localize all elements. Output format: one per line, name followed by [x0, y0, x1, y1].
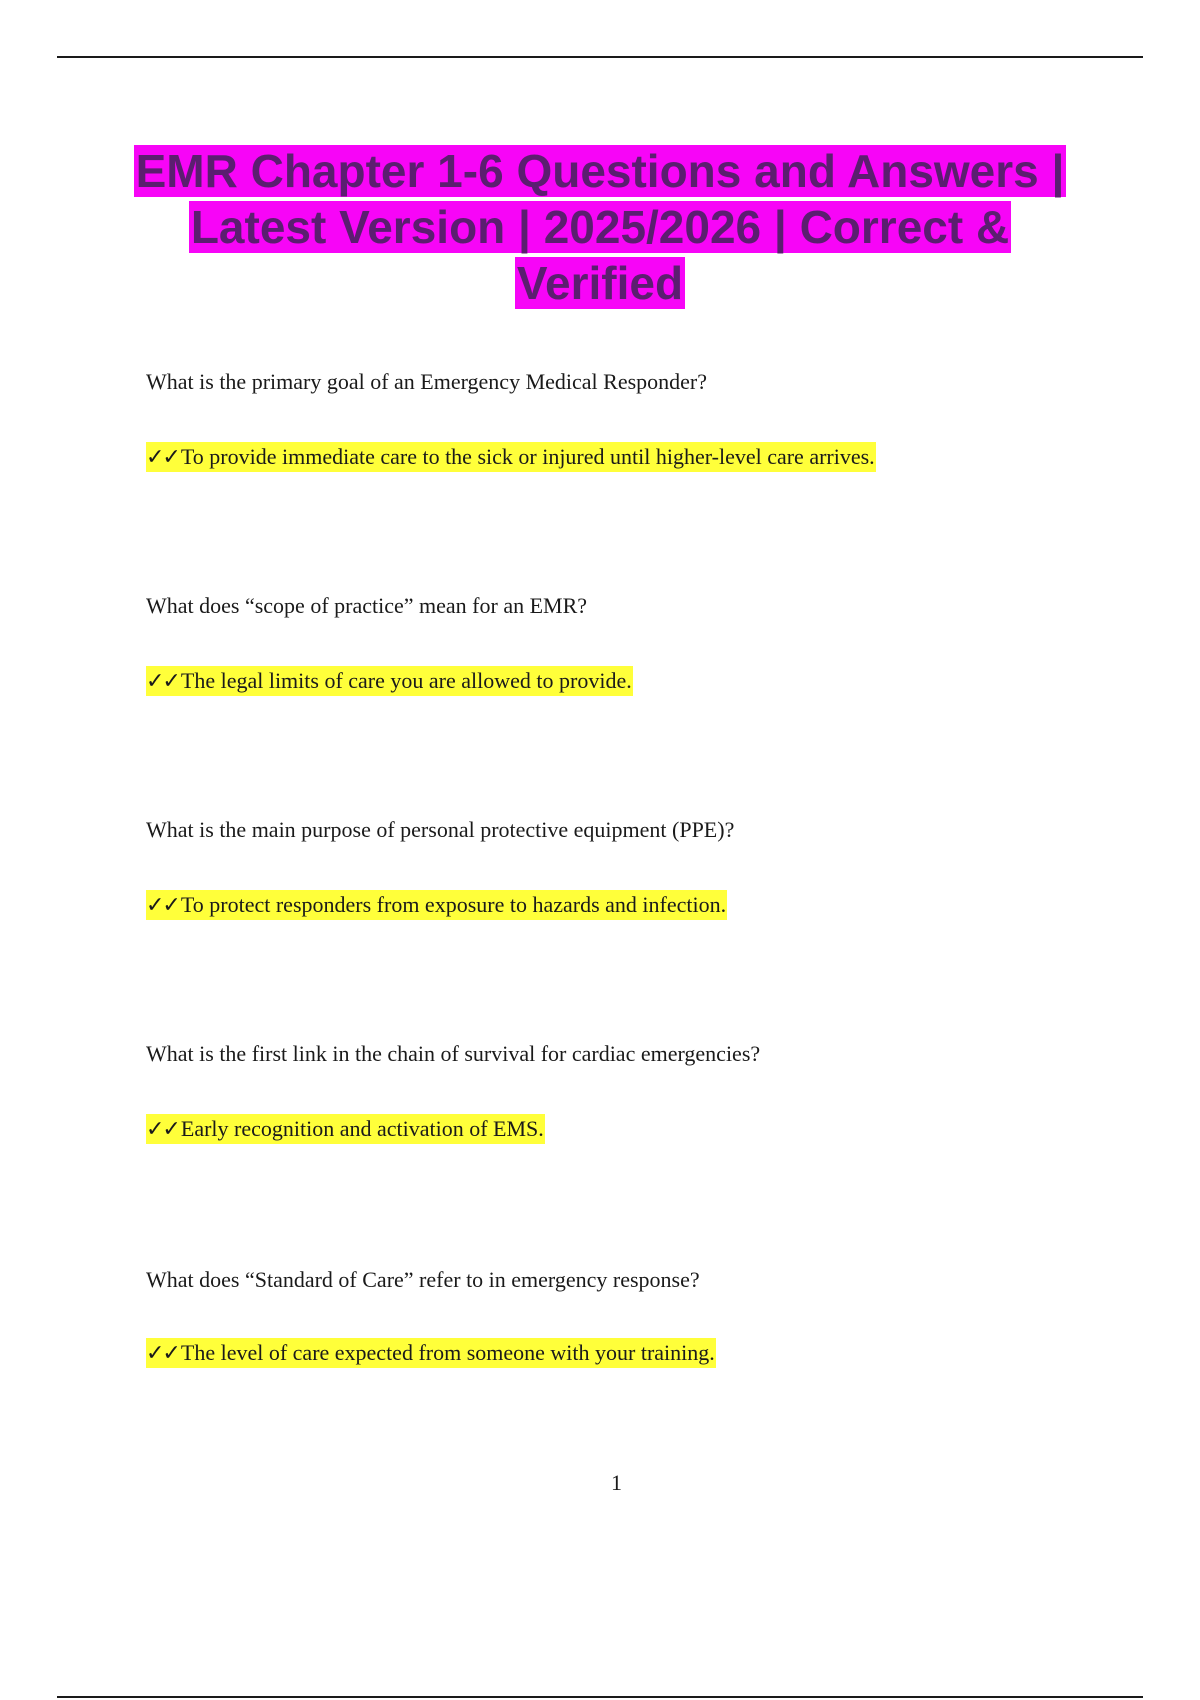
qa-item-5 [146, 1265, 1086, 1368]
qa-item-1 [146, 367, 1086, 472]
question-text: What does “Standard of Care” refer to in emergency response? [146, 1267, 700, 1292]
question-text: What is the primary goal of an Emergency Medical Responder? [146, 369, 708, 394]
answer-text: To provide immediate care to the sick or injured until higher-level care arrives. [180, 444, 875, 469]
answer [146, 667, 1086, 696]
qa-item-4 [146, 1039, 1086, 1144]
double-check-icon: ✓✓ [146, 669, 179, 694]
answer-text: Early recognition and activation of EMS. [180, 1116, 544, 1141]
bottom-rule [57, 1696, 1143, 1698]
top-rule [57, 56, 1143, 58]
double-check-icon: ✓✓ [146, 445, 179, 470]
answer-text: To protect responders from exposure to hazards and infection. [180, 892, 727, 917]
question-text: What is the main purpose of personal protective equipment (PPE)? [146, 817, 735, 842]
answer-highlight [146, 890, 727, 920]
answer [146, 443, 1086, 472]
answer-highlight [146, 442, 876, 472]
answer-text: The legal limits of care you are allowed to provide. [180, 668, 632, 693]
answer-highlight [146, 1114, 545, 1144]
answer [146, 891, 1086, 920]
answer-highlight [146, 1338, 716, 1368]
page-number: 1 [611, 1470, 622, 1495]
question-text: What is the first link in the chain of survival for cardiac emergencies? [146, 1041, 761, 1066]
answer-text: The level of care expected from someone with your training. [180, 1340, 715, 1365]
answer [146, 1115, 1086, 1144]
answer [146, 1339, 1086, 1368]
double-check-icon: ✓✓ [146, 1341, 179, 1366]
document-title [100, 143, 1100, 311]
qa-item-2 [146, 591, 1086, 696]
question-text: What does “scope of practice” mean for an EMR? [146, 593, 588, 618]
qa-item-3 [146, 815, 1086, 920]
document-title-text: EMR Chapter 1-6 Questions and Answers | Latest Version | 2025/2026 | Correct & Verified [135, 145, 1065, 309]
double-check-icon: ✓✓ [146, 893, 179, 918]
double-check-icon: ✓✓ [146, 1117, 179, 1142]
answer-highlight [146, 666, 633, 696]
